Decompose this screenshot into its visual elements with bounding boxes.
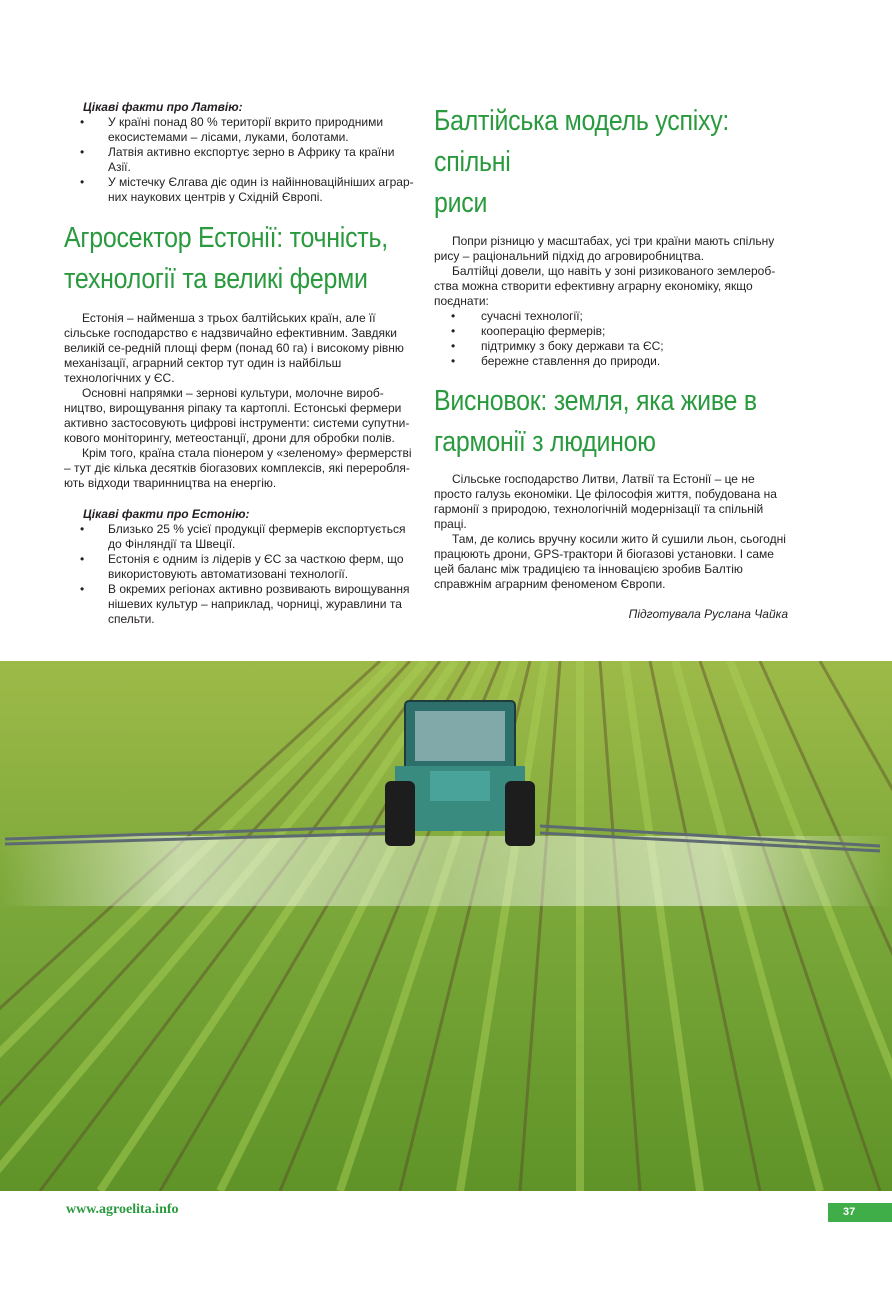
list-item: • кооперацію фермерів; bbox=[434, 324, 788, 339]
conclusion-body bbox=[434, 472, 788, 592]
right-column bbox=[434, 101, 788, 622]
tractor bbox=[385, 701, 535, 846]
estonia-facts-list bbox=[64, 522, 418, 627]
paragraph: Балтійці довели, що навіть у зоні ризикованого землероб-ства можна створити ефективну аграрну економіку, якщо поєднати: bbox=[434, 264, 776, 308]
page-number-badge: 37 bbox=[828, 1203, 892, 1222]
heading-line: риси bbox=[434, 187, 488, 219]
list-item: • сучасні технології; bbox=[434, 309, 788, 324]
list-item: • У містечку Єлгава діє один із найінноваційніших аграр-них наукових центрів у Східній Європі. bbox=[64, 175, 418, 205]
website-link[interactable]: www.agroelita.info bbox=[66, 1202, 179, 1217]
paragraph: Основні напрямки – зернові культури, молочне вироб-ництво, вирощування ріпаку та картоплі. Естонські фермери активно застосовують цифрові інструменти: системи супутни-кового моніторингу, метеостанції, дрони для обробки полів. bbox=[64, 386, 410, 445]
heading-line: технології та великі ферми bbox=[64, 263, 368, 295]
left-column bbox=[64, 100, 418, 627]
list-item: • Близько 25 % усієї продукції фермерів експортується до Фінляндії та Швеції. bbox=[64, 522, 418, 552]
baltic-body bbox=[434, 234, 788, 309]
heading-line: гармонії з людиною bbox=[434, 426, 656, 458]
author-signature: Підготувала Руслана Чайка bbox=[628, 607, 788, 621]
heading-line: Висновок: земля, яка живе в bbox=[434, 385, 757, 417]
spray-mist bbox=[0, 836, 892, 906]
latvia-facts-list bbox=[64, 115, 418, 205]
paragraph: Естонія – найменша з трьох балтійських країн, але її сільське господарство є надзвичайно ефективним. Завдяки великій се-редній площі ферм (понад 60 га) і високому рівню механізації, аграрний сектор тут один із найбільш технологічних у ЄС. bbox=[64, 311, 404, 385]
estonia-body bbox=[64, 311, 418, 491]
paragraph: Попри різницю у масштабах, усі три країни мають спільну рису – раціональний підхід до агровиробництва. bbox=[434, 234, 775, 263]
paragraph: Там, де колись вручну косили жито й сушили льон, сьогодні працюють дрони, GPS-трактори й біогазові установки. І саме цей баланс між традицією та інновацією зробив Балтію справжнім аграрним феноменом Європи. bbox=[434, 532, 786, 591]
conclusion-heading bbox=[434, 381, 787, 463]
field-tractor-photo bbox=[0, 661, 892, 1191]
latvia-facts-title: Цікаві факти про Латвію: bbox=[83, 100, 243, 114]
heading-line: Балтійська модель успіху: спільні bbox=[434, 105, 730, 178]
paragraph: Крім того, країна стала піонером у «зеленому» фермерстві – тут діє кілька десятків біогазових комплексів, які переробля-ють відходи тваринництва на енергію. bbox=[64, 446, 412, 490]
paragraph: Сільське господарство Литви, Латвії та Естонії – це не просто галузь економіки. Це філософія життя, побудована на гармонії з природою, технологічній модернізації та спільній праці. bbox=[434, 472, 777, 531]
list-item: • Латвія активно експортує зерно в Африку та країни Азії. bbox=[64, 145, 418, 175]
baltic-heading bbox=[434, 101, 787, 224]
baltic-list bbox=[434, 309, 788, 369]
list-item: • бережне ставлення до природи. bbox=[434, 354, 788, 369]
heading-line: Агросектор Естонії: точність, bbox=[64, 222, 388, 254]
list-item: • Естонія є одним із лідерів у ЄС за часткою ферм, що використовують автоматизовані технології. bbox=[64, 552, 418, 582]
list-item: • В окремих регіонах активно розвивають вирощування нішевих культур – наприклад, чорниці, журавлини та спельти. bbox=[64, 582, 418, 627]
estonia-facts-title: Цікаві факти про Естонію: bbox=[83, 507, 250, 521]
list-item: • підтримку з боку держави та ЄС; bbox=[434, 339, 788, 354]
tractor-photo-illustration bbox=[0, 661, 892, 1191]
list-item: • У країні понад 80 % території вкрито природними екосистемами – лісами, луками, болотами. bbox=[64, 115, 418, 145]
estonia-heading bbox=[64, 218, 417, 300]
